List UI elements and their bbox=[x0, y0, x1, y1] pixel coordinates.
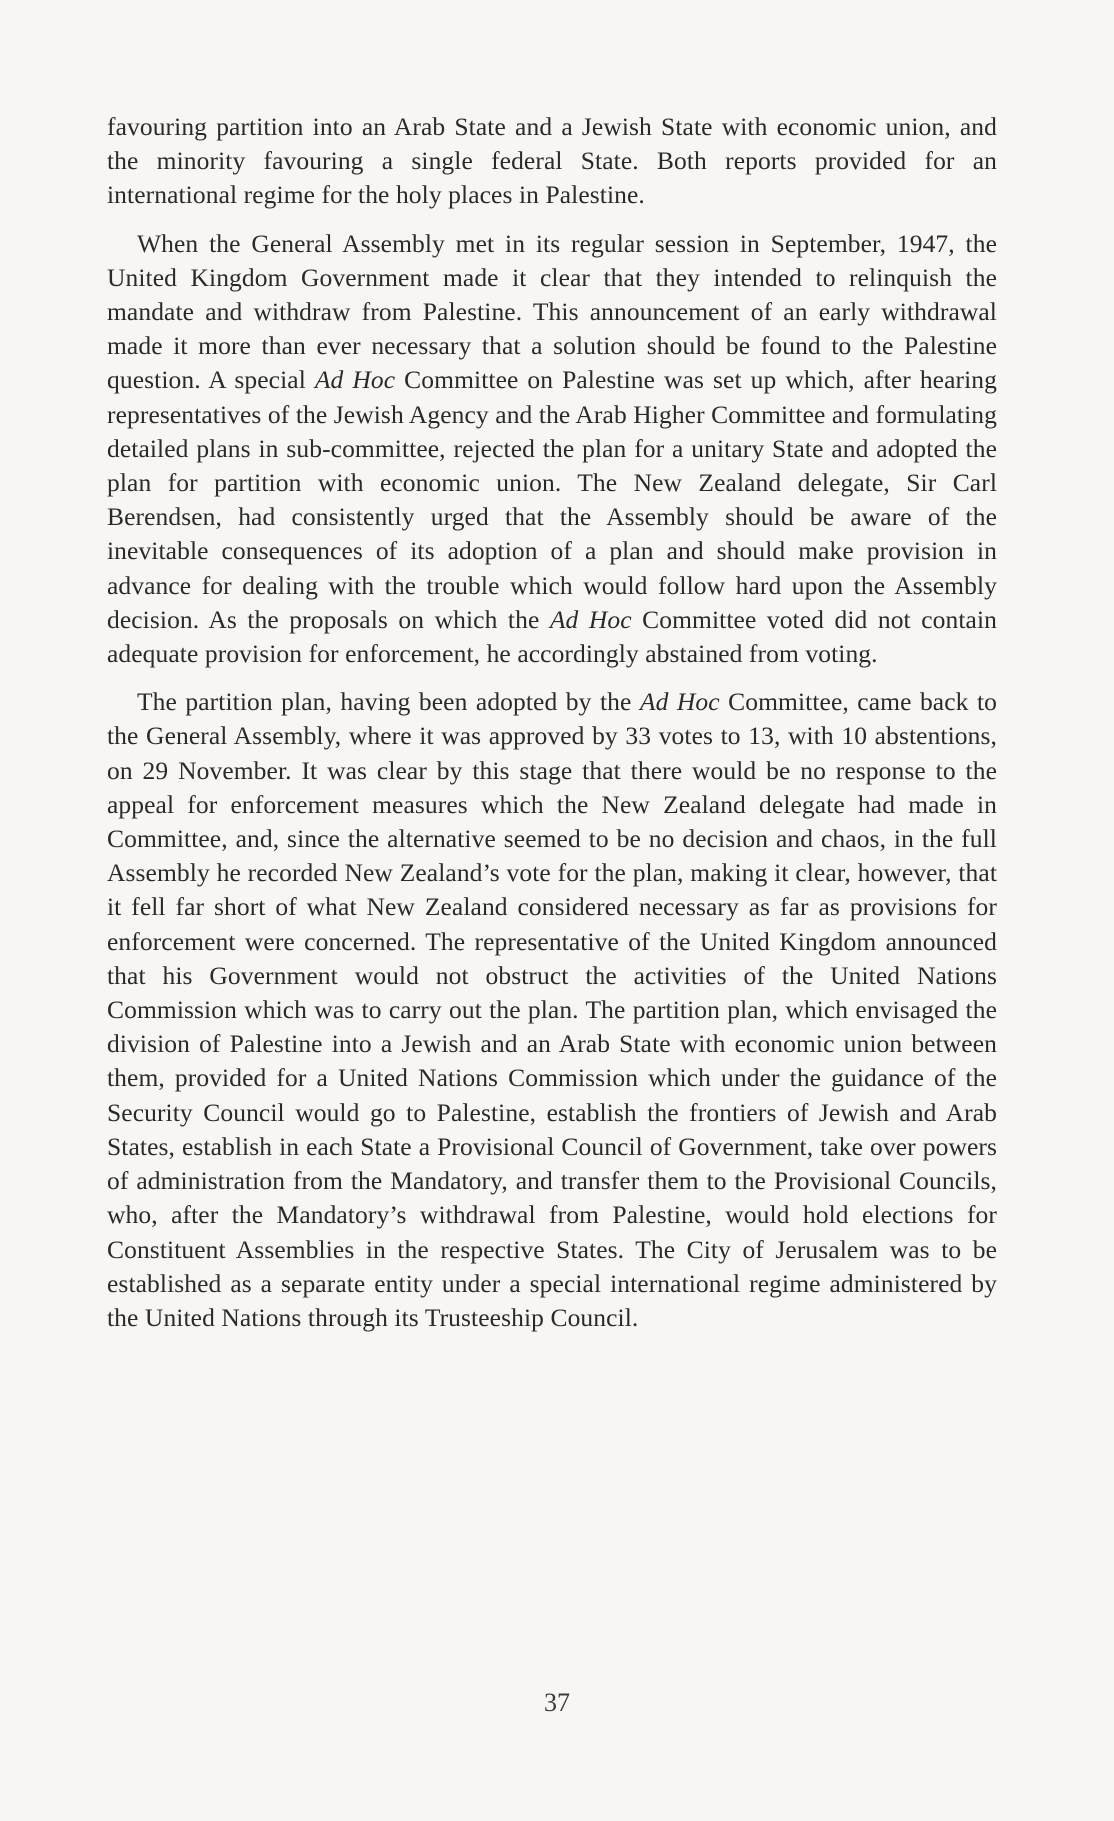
italic-ad-hoc: Ad Hoc bbox=[549, 604, 632, 634]
paragraph-text: Committee, came back to the General Assembly, where it was approved by 33 votes to 13, with 10 abstentions, on 29 November. It was clear by this stage that there would be no response to the appeal for enforcement measures which the New Zealand delegate had made in Committee, and, since the alternative seemed to be no decision and chaos, in the full Assembly he recorded New Zealand’s vote for the plan, making it clear, however, that it fell far short of what New Zealand considered necessary as far as provisions for enforcement were concerned. The representative of the United Kingdom announced that his Government would not obstruct the activities of the United Nations Commission which was to carry out the plan. The partition plan, which envisaged the division of Palestine into a Jewish and an Arab State with economic union between them, provided for a United Nations Commission which under the guidance of the Security Council would go to Palestine, establish the frontiers of Jewish and Arab States, establish in each State a Provisional Council of Government, take over powers of administration from the Mandatory, and transfer them to the Provisional Councils, who, after the Mandatory’s withdrawal from Palestine, would hold elections for Constituent Assemblies in the respective States. The City of Jerusalem was to be established as a separate entity under a special international regime administered by the United Nations through its Trusteeship Council. bbox=[107, 687, 997, 1332]
paragraph-partition-reports bbox=[107, 110, 997, 213]
paragraph-text: The partition plan, having been adopted by the bbox=[137, 687, 640, 717]
paragraph-text: favouring partition into an Arab State and a Jewish State with economic union, and the minority favouring a single federal State. Both reports provided for an international regime for the holy places in Palestine. bbox=[107, 112, 997, 210]
paragraph-general-assembly bbox=[107, 227, 997, 672]
paragraph-text: When the General Assembly met in its regular session in September, 1947, the United Kingdom Government made it clear that they intended to relinquish the mandate and withdraw from Palestine. This announcement of an early withdrawal made it more than ever necessary that a solution should be found to the Palestine question. A special bbox=[107, 228, 997, 395]
paragraph-text: Committee voted did not contain adequate provision for enforcement, he accordingly abstained from voting. bbox=[107, 604, 997, 669]
paragraph-text: Committee on Palestine was set up which, after hearing representatives of the Jewish Agency and the Arab Higher Committee and formulating detailed plans in sub-committee, rejected the plan for a unitary State and adopted the plan for partition with economic union. The New Zealand delegate, Sir Carl Berendsen, had consistently urged that the Assembly should be aware of the inevitable consequences of its adoption of a plan and should make provision in advance for dealing with the trouble which would follow hard upon the Assembly decision. As the proposals on which the bbox=[107, 365, 997, 634]
paragraph-partition-plan bbox=[107, 685, 997, 1335]
italic-ad-hoc: Ad Hoc bbox=[314, 365, 396, 395]
document-body bbox=[107, 110, 997, 1335]
page-number: 37 bbox=[544, 1688, 570, 1717]
italic-ad-hoc: Ad Hoc bbox=[639, 687, 720, 717]
